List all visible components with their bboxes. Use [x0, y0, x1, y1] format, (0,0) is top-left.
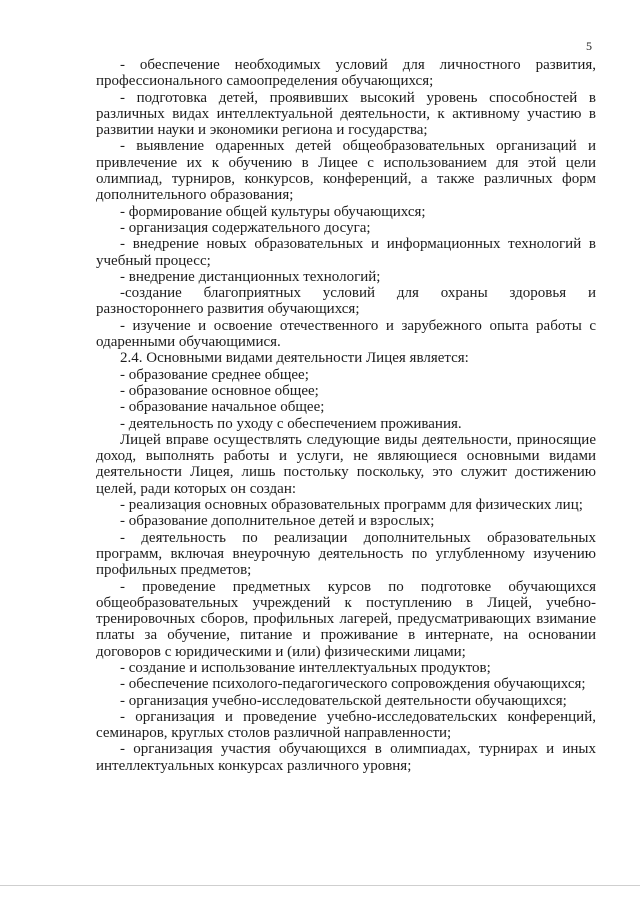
paragraph: - формирование общей культуры обучающихся;: [120, 203, 426, 220]
paragraph: - деятельность по реализации дополнительных образовательных программ, включая внеурочную деятельность по углубленному изучению профильных предметов;: [96, 529, 596, 579]
paragraph: - организация содержательного досуга;: [120, 219, 371, 236]
paragraph: - образование начальное общее;: [120, 399, 325, 416]
paragraph: - изучение и освоение отечественного и зарубежного опыта работы с одаренными обучающимися.: [96, 317, 596, 351]
paragraph: - подготовка детей, проявивших высокий уровень способностей в различных видах интеллектуальной деятельности, к активному участию в развитии науки и экономики региона и государства;: [96, 89, 596, 139]
paragraph: - выявление одаренных детей общеобразовательных организаций и привлечение их к обучению в Лицее с использованием для этой цели олимпиад, турниров, конкурсов, конференций, а также различных форм дополнительного образования;: [96, 138, 596, 204]
paragraph: - деятельность по уходу с обеспечением проживания.: [120, 415, 462, 432]
paragraph: - обеспечение психолого-педагогического сопровождения обучающихся;: [120, 676, 586, 693]
page-number: 5: [586, 39, 592, 53]
paragraph: - проведение предметных курсов по подготовке обучающихся общеобразовательных учреждений к поступлению в Лицей, учебно-тренировочных сборов, профильных лагерей, предусматривающих взимание платы за обучение, питание и проживание в интернате, на основании договоров с юридическими и (или) физическими лицами;: [96, 578, 596, 660]
paragraph: - реализация основных образовательных программ для физических лиц;: [120, 497, 583, 514]
paragraph: - образование основное общее;: [120, 382, 319, 399]
paragraph: - внедрение дистанционных технологий;: [120, 268, 381, 285]
paragraph: - организация и проведение учебно-исследовательских конференций, семинаров, круглых столов различной направленности;: [96, 708, 596, 742]
paragraph: - создание и использование интеллектуальных продуктов;: [120, 659, 491, 676]
paragraph: - организация учебно-исследовательской деятельности обучающихся;: [120, 692, 567, 709]
page-bottom-edge: [0, 885, 640, 886]
section-heading: 2.4. Основными видами деятельности Лицея является:: [120, 350, 469, 367]
paragraph: - образование дополнительное детей и взрослых;: [120, 513, 435, 530]
paragraph: - образование среднее общее;: [120, 366, 309, 383]
paragraph: - обеспечение необходимых условий для личностного развития, профессионального самоопределения обучающихся;: [96, 57, 596, 90]
paragraph: - организация участия обучающихся в олимпиадах, турнирах и иных интеллектуальных конкурсах различного уровня;: [96, 741, 596, 774]
paragraph: -создание благоприятных условий для охраны здоровья и разностороннего развития обучающихся;: [96, 285, 596, 318]
paragraph: - внедрение новых образовательных и информационных технологий в учебный процесс;: [96, 236, 596, 269]
paragraph: Лицей вправе осуществлять следующие виды деятельности, приносящие доход, выполнять работы и услуги, не являющиеся основными видами деятельности Лицея, лишь постольку поскольку, это служит достижению целей, ради которых он создан:: [96, 431, 596, 497]
document-body: [96, 57, 596, 774]
